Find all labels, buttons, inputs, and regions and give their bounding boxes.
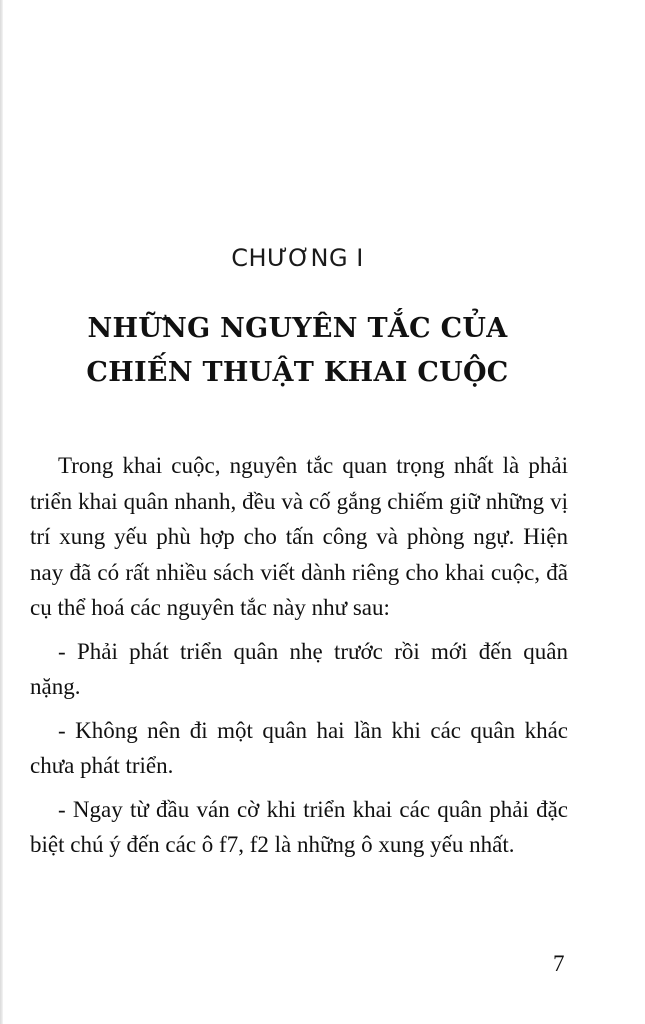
rule-item-3: - Ngay từ đầu ván cờ khi triển khai các quân phải đặc biệt chú ý đến các ô f7, f2 là những ô xung yếu nhất. — [30, 796, 568, 857]
page-edge-shadow — [0, 0, 3, 1024]
chapter-title-line-1: NHỮNG NGUYÊN TẮC CỦA — [87, 313, 508, 344]
body-text — [30, 448, 568, 863]
rule-item-1: - Phải phát triển quân nhẹ trước rồi mới đến quân nặng. — [30, 638, 568, 699]
page-number: 7 — [553, 951, 565, 976]
intro-paragraph: Trong khai cuộc, nguyên tắc quan trọng nhất là phải triển khai quân nhanh, đều và cố gắng chiếm giữ những vị trí xung yếu phù hợp cho tấn công và phòng ngự. Hiện nay đã có rất nhiều sách viết dành riêng cho khai cuộc, đã cụ thể hoá các nguyên tắc này như sau: — [30, 453, 568, 620]
chapter-title — [0, 307, 595, 395]
chapter-title-line-2: CHIẾN THUẬT KHAI CUỘC — [86, 357, 509, 388]
rule-item-2: - Không nên đi một quân hai lần khi các quân khác chưa phát triển. — [30, 717, 568, 778]
chapter-label: CHƯƠNG I — [231, 244, 364, 272]
